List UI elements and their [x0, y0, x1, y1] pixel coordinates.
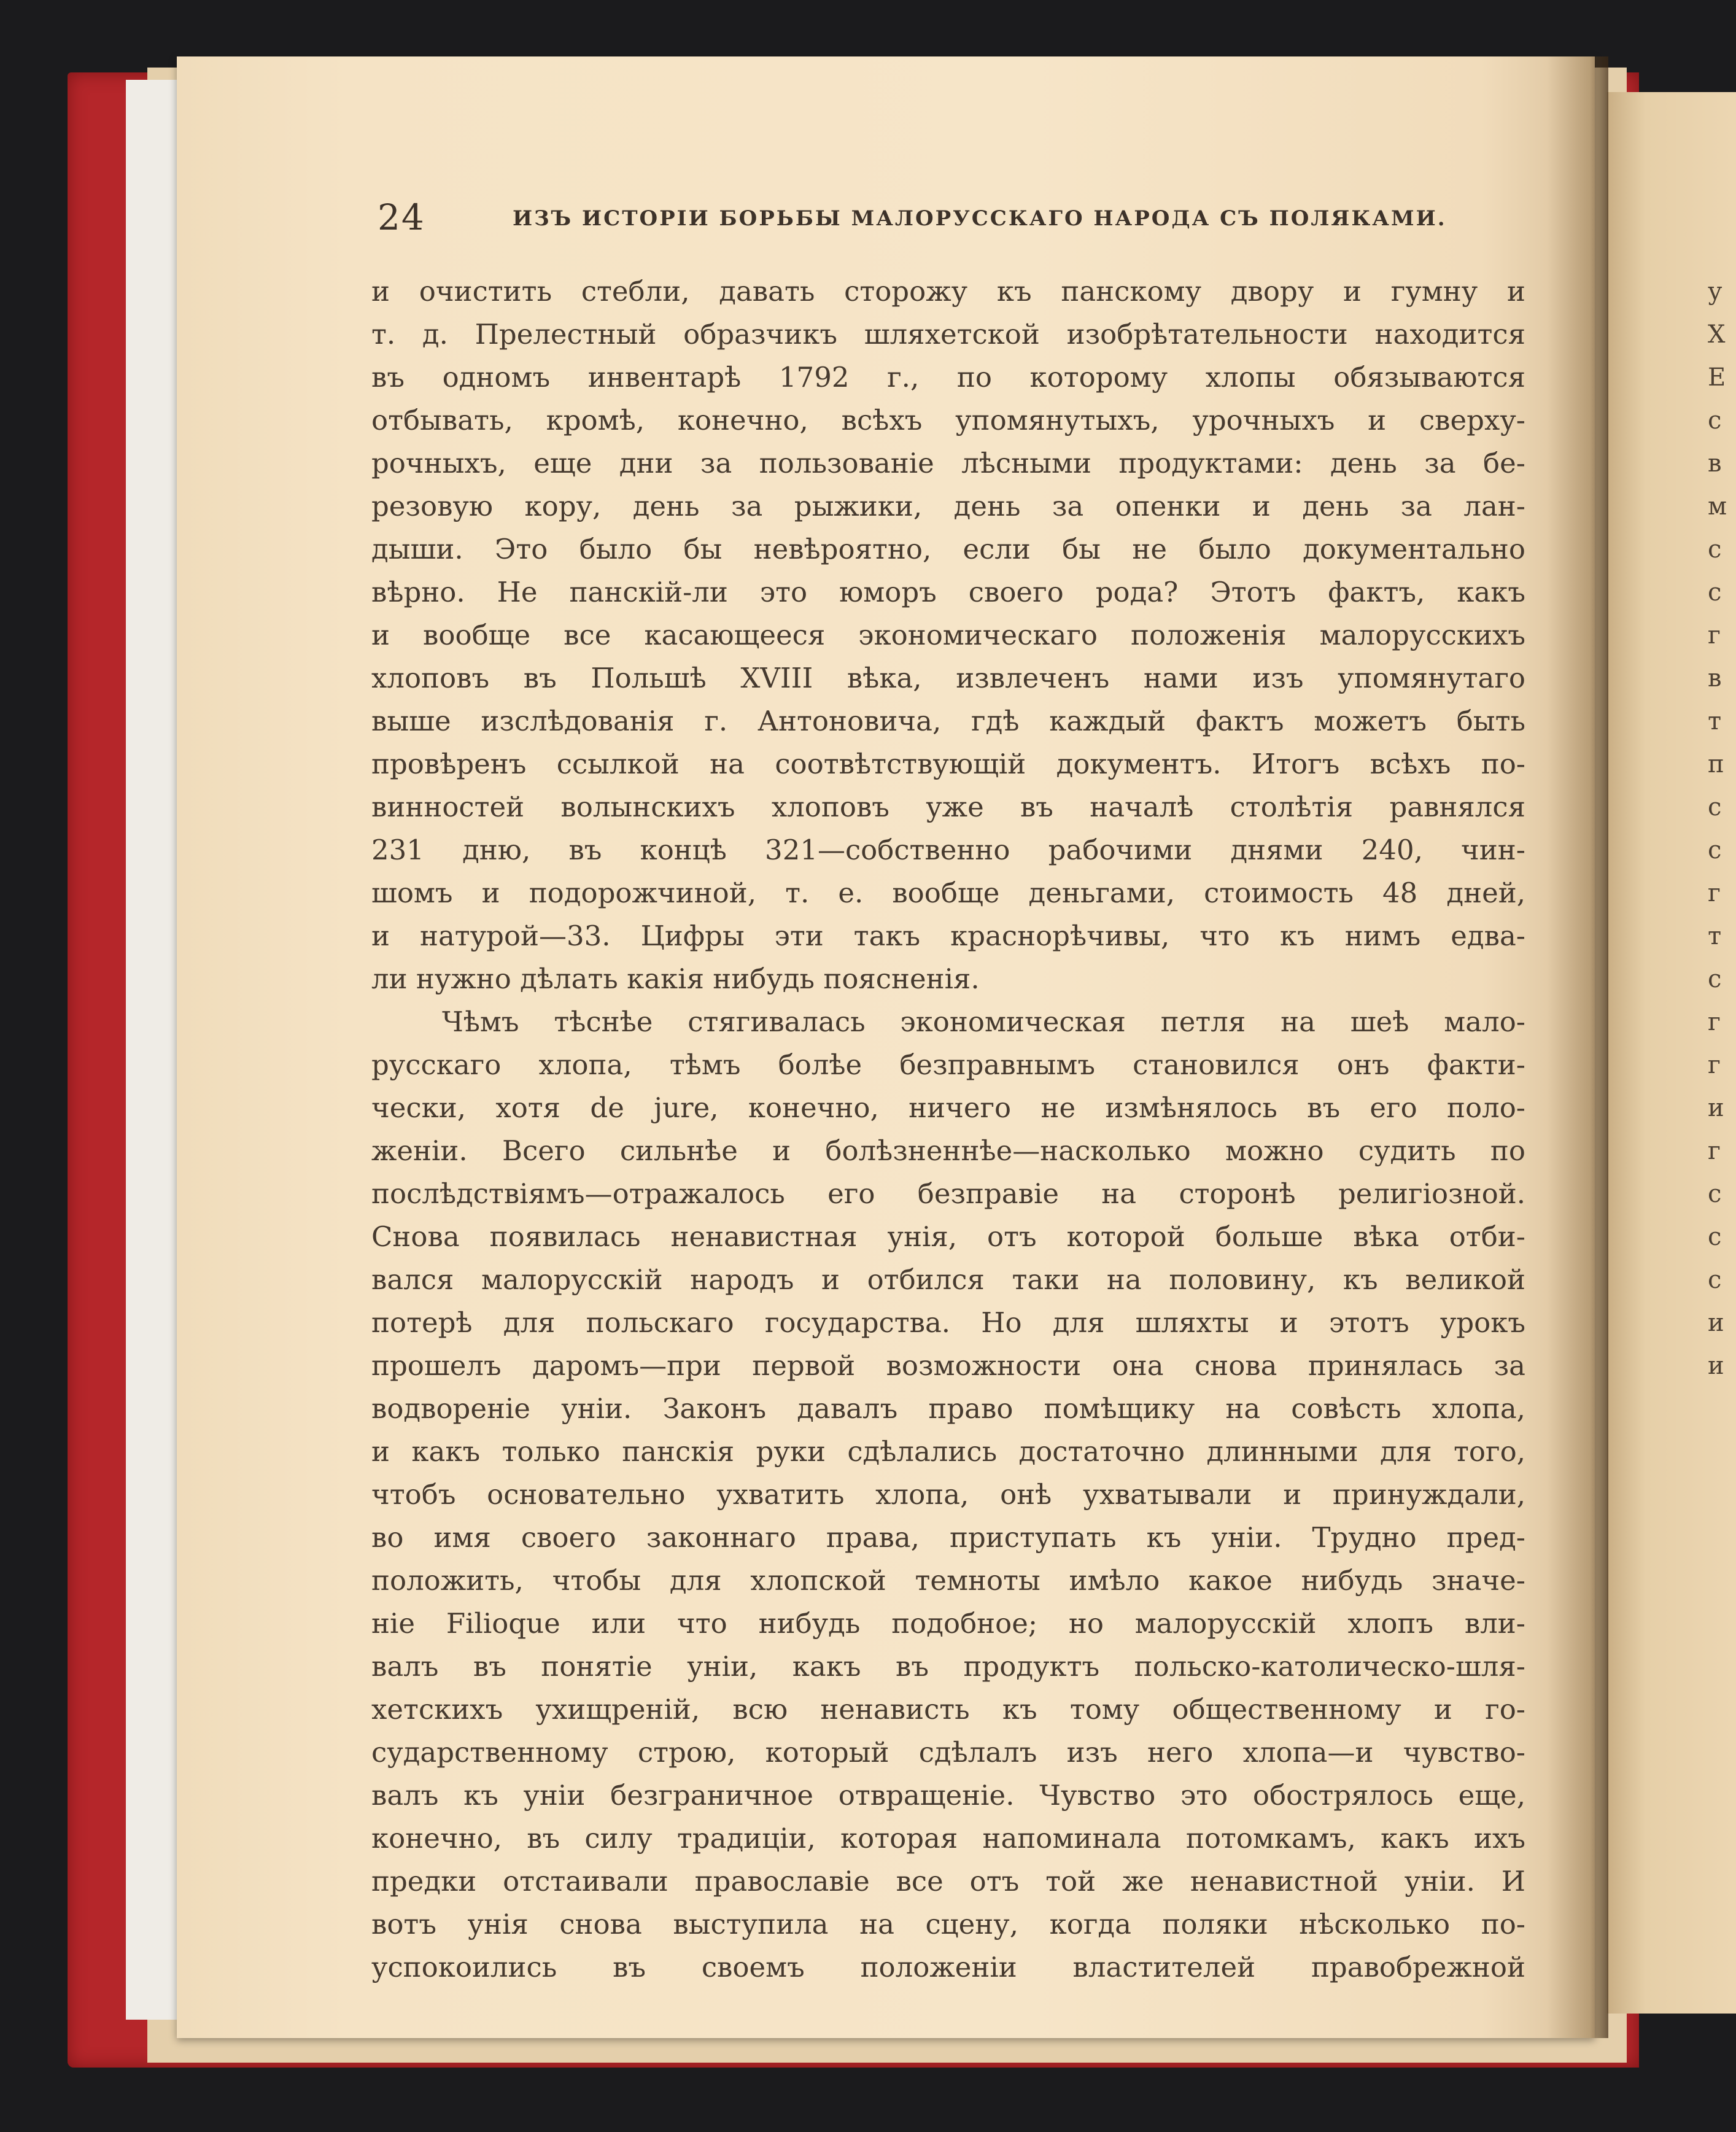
text-line: валъ къ уніи безграничное отвращеніе. Чувство это обострялось еще, [371, 1779, 1525, 1812]
facing-page-letter: с [1708, 1180, 1722, 1208]
paragraph-1 [371, 270, 1525, 1001]
text-line: 231 дню, въ концѣ 321—собственно рабочими днями 240, чин- [371, 834, 1525, 866]
facing-page-letter: и [1708, 1094, 1724, 1122]
text-line: послѣдствіямъ—отражалось его безправіе на сторонѣ религіозной. [371, 1177, 1525, 1210]
page-number: 24 [378, 196, 425, 238]
running-title: ИЗЪ ИСТОРІИ БОРЬБЫ МАЛОРУССКАГО НАРОДА СЪ ПОЛЯКАМИ. [513, 206, 1447, 231]
facing-page-letter: г [1708, 1051, 1721, 1079]
facing-page-letter: м [1708, 492, 1727, 521]
text-line: Снова появилась ненавистная унія, отъ которой больше вѣка отби- [371, 1220, 1525, 1253]
text-line: резовую кору, день за рыжики, день за опенки и день за лан- [371, 490, 1525, 522]
facing-page-letter: и [1708, 1309, 1724, 1337]
facing-page-letter: с [1708, 965, 1722, 993]
text-line: водвореніе уніи. Законъ давалъ право помѣщику на совѣсть хлопа, [371, 1392, 1525, 1425]
text-line: отбывать, кромѣ, конечно, всѣхъ упомянутыхъ, урочныхъ и сверху- [371, 404, 1525, 436]
facing-page-letter: у [1708, 277, 1722, 306]
text-line: предки отстаивали православіе все отъ той же ненавистной уніи. И [371, 1865, 1525, 1897]
text-line: хетскихъ ухищреній, всю ненависть къ тому общественному и го- [371, 1693, 1525, 1726]
text-line: ніе Filioque или что нибудь подобное; но малорусскій хлопъ вли- [371, 1607, 1525, 1640]
facing-page-letter: г [1708, 879, 1721, 907]
text-line: въ одномъ инвентарѣ 1792 г., по которому хлопы обязываются [371, 361, 1525, 393]
text-line: женіи. Всего сильнѣе и болѣзненнѣе—насколько можно судить по [371, 1134, 1525, 1167]
text-line: вѣрно. Не панскій-ли это юморъ своего рода? Этотъ фактъ, какъ [371, 576, 1525, 608]
facing-page-letter: г [1708, 621, 1721, 649]
text-line: Чѣмъ тѣснѣе стягивалась экономическая петля на шеѣ мало- [442, 1006, 1525, 1038]
text-line: и натурой—33. Цифры эти такъ краснорѣчивы, что къ нимъ едва- [371, 920, 1525, 952]
facing-page-letter: с [1708, 793, 1722, 821]
text-line: вался малорусскій народъ и отбился таки на половину, къ великой [371, 1263, 1525, 1296]
facing-page-letter: и [1708, 1352, 1724, 1380]
facing-page-text [1708, 270, 1726, 1387]
facing-page-letter: в [1708, 449, 1722, 478]
paragraph-2 [371, 1001, 1525, 1989]
body-text [371, 270, 1525, 1989]
facing-page-letter: с [1708, 1266, 1722, 1294]
facing-page-letter: с [1708, 578, 1722, 607]
facing-page-letter: Е [1708, 363, 1726, 392]
text-line: винностей волынскихъ хлоповъ уже въ началѣ столѣтія равнялся [371, 791, 1525, 823]
facing-page-letter: т [1708, 707, 1722, 735]
text-line: во имя своего законнаго права, приступать къ уніи. Трудно пред- [371, 1521, 1525, 1554]
text-line: вотъ унія снова выступила на сцену, когда поляки нѣсколько по- [371, 1908, 1525, 1940]
facing-page-letter: с [1708, 836, 1722, 864]
text-line: русскаго хлопа, тѣмъ болѣе безправнымъ становился онъ факти- [371, 1049, 1525, 1081]
page-header [378, 196, 1532, 246]
page-gutter-shadow [1547, 56, 1608, 2038]
facing-page-letter: г [1708, 1008, 1721, 1036]
text-line: успокоились въ своемъ положеніи властителей правобрежной [371, 1951, 1525, 1983]
text-line: провѣренъ ссылкой на соотвѣтствующій документъ. Итогъ всѣхъ по- [371, 748, 1525, 780]
text-line: хлоповъ въ Польшѣ XVIII вѣка, извлеченъ нами изъ упомянутаго [371, 662, 1525, 694]
text-line: и очистить стебли, давать сторожу къ панскому двору и гумну и [371, 275, 1525, 308]
text-line: прошелъ даромъ—при первой возможности она снова принялась за [371, 1349, 1525, 1382]
facing-page-letter: Х [1708, 320, 1726, 349]
facing-page-letter: с [1708, 406, 1722, 435]
text-line: положить, чтобы для хлопской темноты имѣло какое нибудь значе- [371, 1564, 1525, 1597]
facing-page-letter: с [1708, 1223, 1722, 1251]
text-line: и какъ только панскія руки сдѣлались достаточно длинными для того, [371, 1435, 1525, 1468]
text-line: шомъ и подорожчиной, т. е. вообще деньгами, стоимость 48 дней, [371, 877, 1525, 909]
text-line: т. д. Прелестный образчикъ шляхетской изобрѣтательности находится [371, 318, 1525, 351]
endpaper [126, 80, 181, 2020]
text-line: сударственному строю, который сдѣлалъ изъ него хлопа—и чувство- [371, 1736, 1525, 1769]
text-line: чтобъ основательно ухватить хлопа, онѣ ухватывали и принуждали, [371, 1478, 1525, 1511]
text-line: чески, хотя de jure, конечно, ничего не измѣнялось въ его поло- [371, 1091, 1525, 1124]
facing-page-letter: т [1708, 922, 1722, 950]
facing-page-letter: в [1708, 664, 1722, 692]
text-line: конечно, въ силу традиціи, которая напоминала потомкамъ, какъ ихъ [371, 1822, 1525, 1855]
text-line: валъ въ понятіе уніи, какъ въ продуктъ польско-католическо-шля- [371, 1650, 1525, 1683]
facing-page-letter: г [1708, 1137, 1721, 1165]
text-line: ли нужно дѣлать какія нибудь поясненія. [371, 963, 980, 995]
text-line: дыши. Это было бы невѣроятно, если бы не было документально [371, 533, 1525, 565]
facing-page-letter: с [1708, 535, 1722, 564]
facing-page-letter: п [1708, 750, 1724, 778]
text-line: рочныхъ, еще дни за пользованіе лѣсными продуктами: день за бе- [371, 447, 1525, 479]
text-line: выше изслѣдованія г. Антоновича, гдѣ каждый фактъ можетъ быть [371, 705, 1525, 737]
text-line: и вообще все касающееся экономическаго положенія малорусскихъ [371, 619, 1525, 651]
text-line: потерѣ для польскаго государства. Но для шляхты и этотъ урокъ [371, 1306, 1525, 1339]
